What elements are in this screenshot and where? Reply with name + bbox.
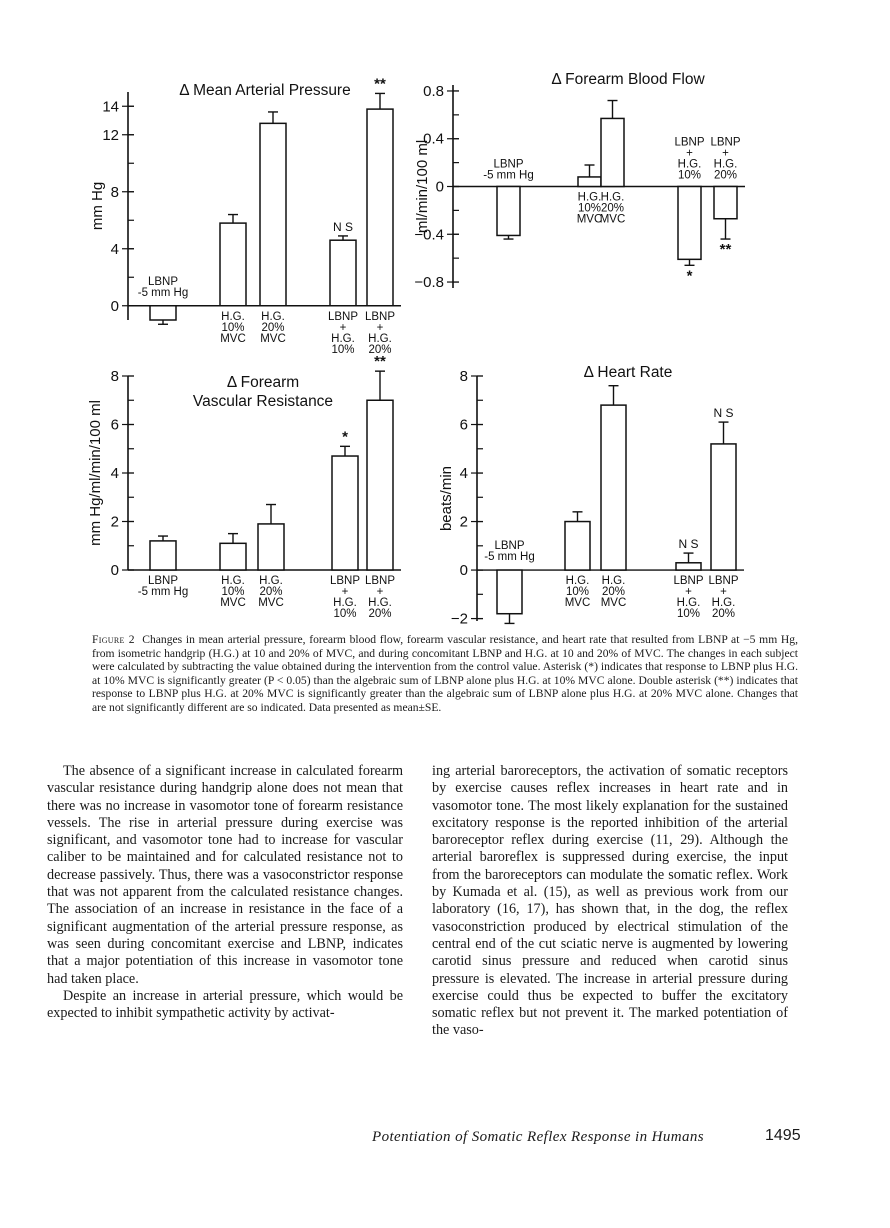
y-tick-label: 8 [459, 368, 468, 385]
y-tick-label: 8 [110, 368, 119, 385]
bar [332, 456, 358, 570]
category-label: -5 mm Hg [137, 586, 189, 598]
chart-title: Vascular Resistance [192, 393, 334, 410]
y-tick-label: 0 [435, 178, 444, 196]
category-label: MVC [564, 597, 591, 610]
category-label: H.G. [713, 158, 738, 171]
bar [258, 524, 284, 570]
figure-caption [92, 633, 798, 715]
chart-heart-rate [415, 362, 785, 630]
y-tick-label: 0.8 [423, 82, 444, 100]
category-label: LBNP [494, 540, 525, 553]
paragraph: Despite an increase in arterial pressure, which would be expected to inhibit sympathetic activity by activat- [47, 987, 403, 1022]
significance-mark: * [342, 428, 348, 446]
bar [676, 563, 701, 570]
bar [150, 306, 176, 320]
category-label: 10% [577, 202, 602, 215]
significance-mark: ** [719, 241, 732, 259]
significance-mark: N S [713, 406, 734, 421]
category-label: MVC [258, 597, 284, 609]
y-tick-label: −0.8 [414, 274, 444, 292]
category-label: 10% [221, 586, 245, 598]
significance-mark: ** [374, 353, 386, 371]
chart-title: Δ Mean Arterial Pressure [179, 82, 351, 99]
category-label: 20% [368, 608, 392, 620]
category-label: H.G. [600, 191, 625, 204]
category-label: LBNP [710, 136, 741, 149]
chart-mean-arterial-pressure [60, 70, 420, 360]
bar [367, 109, 393, 306]
category-label: 10% [221, 321, 245, 334]
category-label: H.G. [221, 310, 245, 323]
category-label: LBNP [147, 275, 179, 288]
bar [150, 541, 176, 570]
y-axis-label: mm Hg/ml/min/100 ml [87, 400, 104, 546]
body-column-left [47, 763, 403, 1022]
category-label: 20% [600, 202, 625, 215]
significance-mark: * [686, 267, 693, 285]
category-label: MVC [600, 597, 627, 610]
category-label: LBNP [708, 575, 739, 588]
bar [220, 543, 246, 570]
y-tick-label: 0.4 [423, 130, 444, 148]
category-label: 10% [565, 586, 590, 599]
category-label: 10% [676, 608, 701, 621]
category-label: + [341, 586, 349, 598]
bar [260, 123, 286, 305]
bar [678, 187, 701, 260]
y-tick-label: 12 [102, 126, 119, 144]
category-label: H.G. [368, 597, 392, 609]
category-label: LBNP [673, 575, 704, 588]
category-label: MVC [220, 332, 246, 345]
chart-title: Δ Heart Rate [583, 364, 673, 381]
category-label: LBNP [327, 310, 359, 323]
y-tick-label: 14 [102, 98, 119, 116]
category-label: H.G. [221, 575, 245, 587]
bar [601, 405, 626, 570]
category-label: 20% [261, 321, 285, 334]
y-axis-label: ml/min/100 ml [414, 139, 431, 234]
category-label: H.G. [331, 332, 355, 345]
caption-text: Changes in mean arterial pressure, forearm blood flow, forearm vascular resistance, and heart rate that resulted from LBNP at −5 mm Hg, from isometric handgrip (H.G.) at 10 and 20% of MVC, and during concomitant LBNP and H.G. at 10 and 20% of MVC. The changes in each subject were calculated by subtracting the value obtained during the intervention from the control value. Asterisk (*) indicates that response to LBNP plus H.G. at 10% MVC is significantly greater (P < 0.05) than the algebraic sum of LBNP alone plus H.G. at 10% MVC alone. Double asterisk (**) indicates that response to LBNP plus H.G. at 20% MVC is significantly greater than the algebraic sum of LBNP alone plus H.G. at 20% MVC alone. Changes that are not significantly different are so indicated. Data presented as mean±SE. [92, 633, 798, 714]
y-tick-label: 2 [110, 513, 119, 531]
significance-mark: ** [374, 75, 386, 93]
category-label: + [376, 321, 384, 334]
category-label: LBNP [364, 310, 396, 323]
bar [220, 223, 246, 306]
category-label: 20% [713, 169, 738, 182]
category-label: MVC [576, 213, 603, 226]
category-label: -5 mm Hg [483, 169, 534, 182]
running-title: Potentiation of Somatic Reflex Response in Humans [372, 1129, 705, 1145]
category-label: -5 mm Hg [137, 286, 189, 299]
category-label: H.G. [261, 310, 285, 323]
category-label: H.G. [711, 597, 736, 610]
category-label: LBNP [493, 158, 524, 171]
y-tick-label: 4 [110, 240, 119, 258]
category-label: H.G. [368, 332, 392, 345]
y-tick-label: −0.4 [414, 226, 444, 244]
bar [497, 570, 522, 614]
category-label: + [722, 147, 729, 160]
y-tick-label: −2 [450, 610, 468, 628]
category-label: 20% [711, 608, 736, 621]
paragraph: The absence of a significant increase in calculated forearm vascular resistance during handgrip alone does not mean that there was no increase in vasomotor tone of forearm resistance vessels. The rise in arterial pressure during exercise was significant, and vasomotor tone had to increase for vascular caliber to be maintained and for calculated resistance not to decrease passively. Thus, there was a vasoconstrictor response that was not apparent from the calculated resistance changes. The association of an increase in resistance in the face of a significant augmentation of the arterial pressure response, as was seen during concomitant exercise and LBNP, indicates that a major potentiation of this increase in vasomotor tone had taken place. [47, 763, 403, 987]
bar [497, 187, 520, 236]
y-axis-label: mm Hg [89, 181, 106, 231]
category-label: LBNP [147, 575, 179, 587]
category-label: MVC [260, 332, 286, 345]
category-label: MVC [220, 597, 246, 609]
category-label: LBNP [674, 136, 705, 149]
bar [565, 522, 590, 571]
chart-forearm-blood-flow [415, 70, 785, 300]
significance-mark: N S [332, 219, 354, 234]
category-label: H.G. [677, 158, 702, 171]
y-axis-label: beats/min [438, 465, 455, 532]
y-tick-label: 0 [459, 562, 468, 580]
category-label: 20% [368, 343, 392, 356]
category-label: H.G. [565, 575, 590, 588]
category-label: 20% [259, 586, 283, 598]
category-label: 20% [601, 586, 626, 599]
chart-forearm-vascular-resistance [60, 353, 420, 622]
y-tick-label: 6 [110, 416, 119, 434]
category-label: 10% [331, 343, 355, 356]
significance-mark: N S [678, 537, 699, 552]
category-label: + [685, 586, 692, 599]
y-tick-label: 0 [110, 562, 119, 579]
category-label: H.G. [601, 575, 626, 588]
category-label: H.G. [577, 191, 602, 204]
body-column-right [432, 763, 788, 1040]
category-label: -5 mm Hg [484, 551, 535, 564]
category-label: MVC [599, 213, 626, 226]
chart-title: Δ Forearm [226, 374, 300, 391]
category-label: 10% [333, 608, 357, 620]
bar [714, 187, 737, 219]
y-tick-label: 8 [110, 183, 119, 201]
y-tick-label: 6 [459, 416, 468, 434]
category-label: + [339, 321, 347, 334]
figure-label: Figure 2 [92, 633, 135, 646]
category-label: 10% [677, 169, 702, 182]
category-label: H.G. [333, 597, 357, 609]
category-label: + [720, 586, 727, 599]
category-label: H.G. [676, 597, 701, 610]
paragraph: ing arterial baroreceptors, the activation of somatic receptors by exercise causes reflex increases in heart rate and in vasomotor tone. The most likely explanation for the sustained excitatory response is the reported inhibition of the arterial baroreceptor reflex during exercise (11, 29). Although the arterial baroreflex is suppressed during exercise, the input from the baroreceptors can modulate the somatic reflex. Work by Kumada et al. (15), as well as previous work from our laboratory (16, 17), has shown that, in the dog, the reflex vasoconstriction produced by electrical stimulation of the central end of the cut sciatic nerve is augmented by lowering carotid sinus pressure and reduced when carotid sinus pressure is elevated. The increase in arterial pressure during exercise could thus be expected to buffer the excitatory somatic reflex but not prevent it. The marked potentiation of the vaso- [432, 763, 788, 1039]
bar [330, 240, 356, 306]
bar [601, 118, 624, 186]
y-tick-label: 0 [110, 297, 119, 315]
bar [367, 400, 393, 570]
page-number: 1495 [765, 1127, 801, 1144]
bar [578, 177, 601, 187]
y-tick-label: 4 [110, 465, 119, 482]
category-label: LBNP [364, 575, 396, 587]
category-label: + [686, 147, 693, 160]
y-tick-label: 2 [459, 513, 468, 531]
category-label: H.G. [259, 575, 283, 587]
chart-title: Δ Forearm Blood Flow [551, 71, 705, 88]
y-tick-label: 4 [459, 465, 468, 483]
category-label: LBNP [329, 575, 361, 587]
category-label: + [376, 586, 384, 598]
bar [711, 444, 736, 570]
